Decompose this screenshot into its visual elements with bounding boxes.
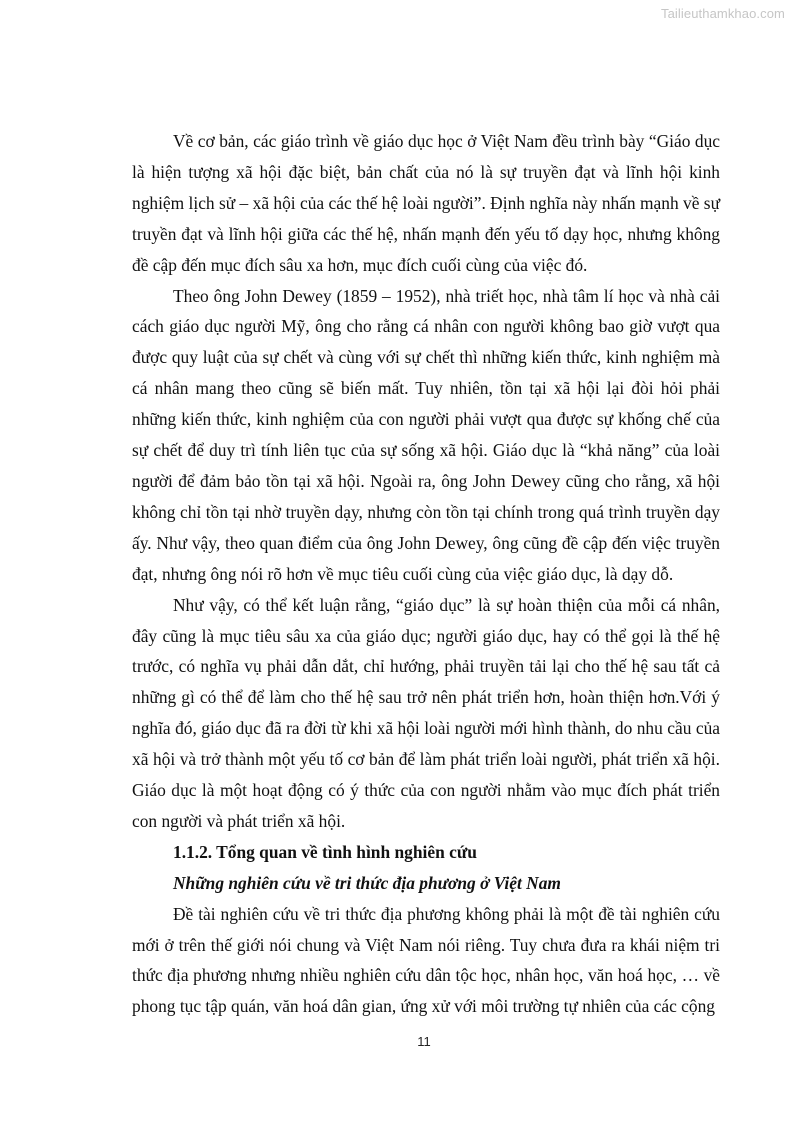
paragraph-3: Như vậy, có thể kết luận rằng, “giáo dục” là sự hoàn thiện của mỗi cá nhân, đây cũng là mục tiêu sâu xa của giáo dục; người giáo dục, hay có thể gọi là thế hệ trước, có nghĩa vụ phải dẫn dắt, chỉ hướng, phải truyền tải lại cho thế hệ sau tất cả những gì có thể để làm cho thế hệ sau trở nên phát triển hơn, hoàn thiện hơn.Với ý nghĩa đó, giáo dục đã ra đời từ khi xã hội loài người mới hình thành, do nhu cầu của xã hội và trở thành một yếu tố cơ bản để làm phát triển loài người, phát triển xã hội. Giáo dục là một hoạt động có ý thức của con người nhằm vào mục đích phát triển con người và phát triển xã hội.: [132, 594, 720, 831]
document-body: [132, 126, 720, 1022]
paragraph-2: Theo ông John Dewey (1859 – 1952), nhà triết học, nhà tâm lí học và nhà cải cách giáo dục người Mỹ, ông cho rằng cá nhân con người không bao giờ vượt qua được quy luật của sự chết và cùng với sự chết thì những kiến thức, kinh nghiệm mà cá nhân mang theo cũng sẽ biến mất. Tuy nhiên, tồn tại xã hội lại đòi hỏi phải những kiến thức, kinh nghiệm của con người phải vượt qua được sự khống chế của sự chết để duy trì tính liên tục của sự sống xã hội. Giáo dục là “khả năng” của loài người để đảm bảo tồn tại xã hội. Ngoài ra, ông John Dewey cũng cho rằng, xã hội không chỉ tồn tại nhờ truyền dạy, nhưng còn tồn tại chính trong quá trình truyền dạy ấy. Như vậy, theo quan điểm của ông John Dewey, ông cũng đề cập đến việc truyền đạt, nhưng ông nói rõ hơn về mục tiêu cuối cùng của việc giáo dục, là dạy dỗ.: [132, 285, 720, 584]
subsection-heading: Những nghiên cứu về tri thức địa phương ở Việt Nam: [173, 872, 561, 893]
watermark: Tailieuthamkhao.com: [660, 6, 785, 21]
section-heading: 1.1.2. Tổng quan về tình hình nghiên cứu: [173, 841, 477, 862]
paragraph-1: Về cơ bản, các giáo trình về giáo dục học ở Việt Nam đều trình bày “Giáo dục là hiện tượng xã hội đặc biệt, bản chất của nó là sự truyền đạt và lĩnh hội kinh nghiệm lịch sử – xã hội của các thế hệ loài người”. Định nghĩa này nhấn mạnh về sự truyền đạt và lĩnh hội giữa các thế hệ, nhấn mạnh đến yếu tố dạy học, nhưng không đề cập đến mục đích sâu xa hơn, mục đích cuối cùng của việc đó.: [132, 131, 720, 275]
paragraph-4: Đề tài nghiên cứu về tri thức địa phương không phải là một đề tài nghiên cứu mới ở trên thế giới nói chung và Việt Nam nói riêng. Tuy chưa đưa ra khái niệm tri thức địa phương nhưng nhiều nghiên cứu dân tộc học, nhân học, văn hoá học, … về phong tục tập quán, văn hoá dân gian, ứng xử với môi trường tự nhiên của các cộng: [132, 903, 720, 1017]
page-number: 11: [417, 1034, 431, 1049]
